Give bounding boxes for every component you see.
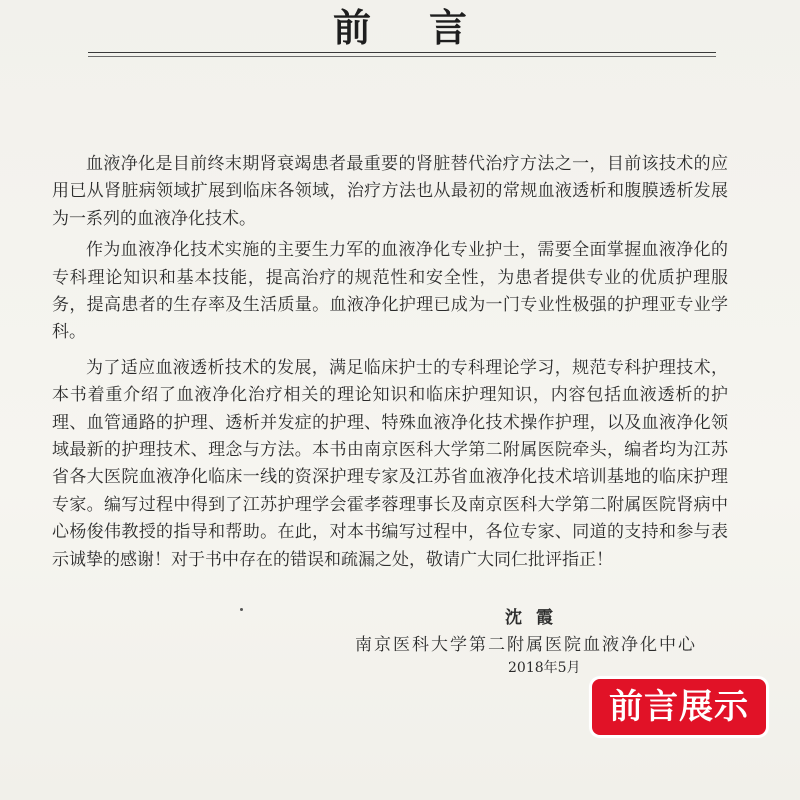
author-name: 沈霞 (505, 608, 567, 628)
title-rule-bottom (88, 56, 716, 57)
paragraph-2: 作为血液净化技术实施的主要生力军的血液净化专业护士，需要全面掌握血液净化的专科理论知识和基本技能，提高治疗的规范性和安全性，为患者提供专业的优质护理服务，提高患者的生存率及生活质量。血液净化护理已成为一门专业性极强的护理亚专业学科。 (52, 240, 728, 343)
preface-display-badge: 前言展示 (592, 679, 766, 735)
author-organization: 南京医科大学第二附属医院血液净化中心 (355, 635, 697, 655)
page-title: 前言 (332, 6, 525, 50)
stray-dot (240, 608, 243, 611)
paragraph-3: 为了适应血液透析技术的发展，满足临床护士的专科理论学习，规范专科护理技术，本书着重介绍了血液净化治疗相关的理论知识和临床护理知识，内容包括血液透析的护理、血管通路的护理、透析并发症的护理、特殊血液净化技术操作护理，以及血液净化领域最新的护理技术、理念与方法。本书由南京医科大学第二附属医院牵头，编者均为江苏省各大医院血液净化临床一线的资深护理专家及江苏省血液净化技术培训基地的临床护理专家。编写过程中得到了江苏护理学会霍孝蓉理事长及南京医科大学第二附属医院肾病中心杨俊伟教授的指导和帮助。在此，对本书编写过程中，各位专家、同道的支持和参与表示诚挚的感谢！对于书中存在的错误和疏漏之处，敬请广大同仁批评指正！ (52, 357, 728, 570)
preface-body (52, 151, 728, 578)
paragraph-1: 血液净化是目前终末期肾衰竭患者最重要的肾脏替代治疗方法之一，目前该技术的应用已从肾脏病领域扩展到临床各领域，治疗方法也从最初的常规血液透析和腹膜透析发展为一系列的血液净化技术。 (52, 154, 728, 229)
title-rule-top (88, 52, 716, 53)
preface-date: 2018年5月 (508, 660, 581, 676)
